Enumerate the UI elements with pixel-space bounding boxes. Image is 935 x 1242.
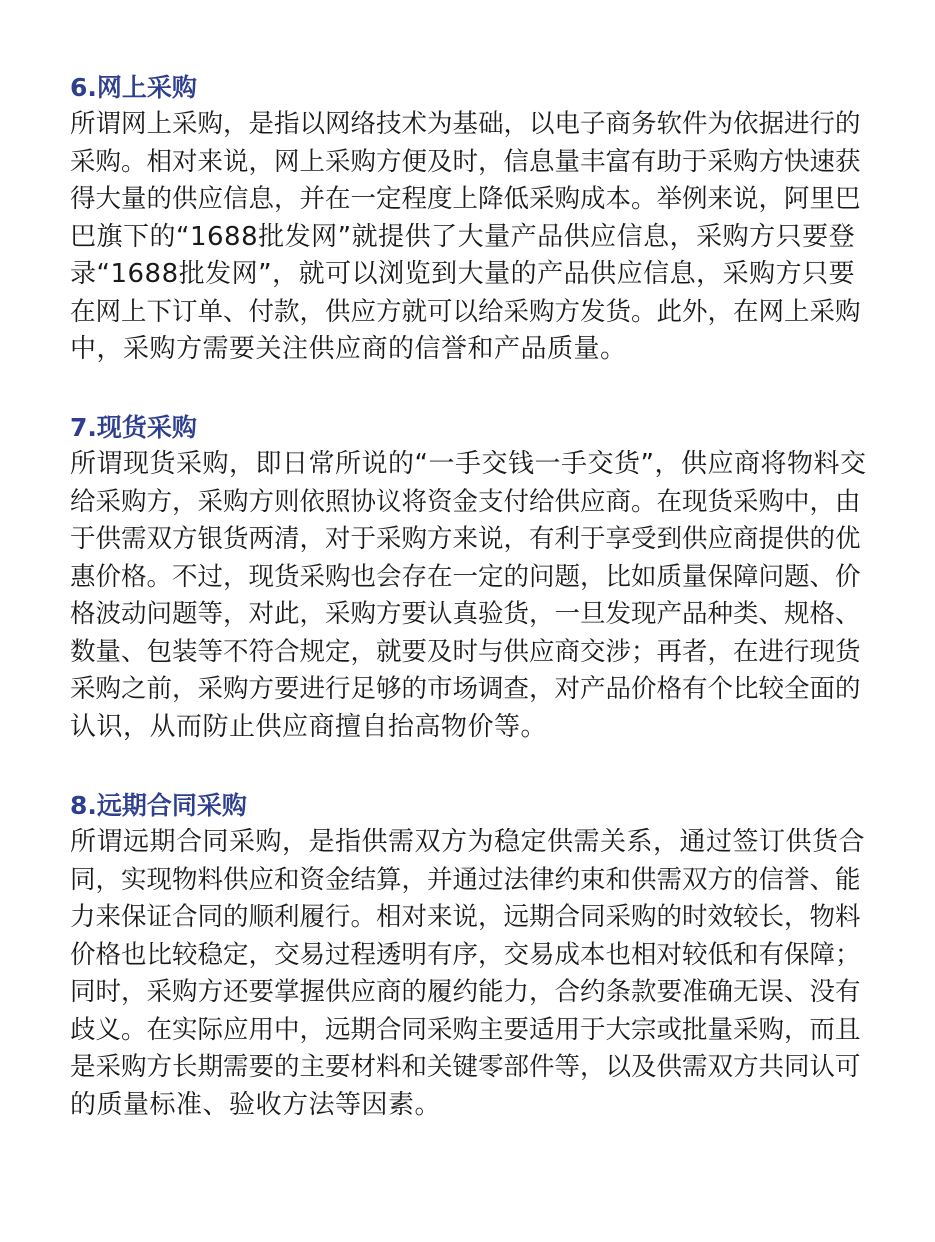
paragraph-line: 是采购方长期需要的主要材料和关键零部件等，以及供需双方共同认可	[70, 1052, 861, 1082]
paragraph-line: 力来保证合同的顺利履行。相对来说，远期合同采购的时效较长，物料	[70, 902, 861, 932]
section-forward-contract-procurement	[70, 788, 885, 1124]
paragraph-line: 同时，采购方还要掌握供应商的履约能力，合约条款要准确无误、没有	[70, 977, 861, 1007]
paragraph-line: 录“1688批发网”，就可以浏览到大量的产品供应信息，采购方只要	[70, 259, 856, 289]
paragraph-line: 巴旗下的“1688批发网”就提供了大量产品供应信息，采购方只要登	[70, 221, 856, 252]
section-spot-procurement	[70, 410, 885, 746]
paragraph-line: 所谓远期合同采购，是指供需双方为稳定供需关系，通过签订供货合	[70, 827, 866, 857]
paragraph-line: 采购之前，采购方要进行足够的市场调查，对产品价格有个比较全面的	[70, 674, 861, 704]
section-online-procurement	[70, 70, 885, 369]
paragraph-line: 在网上下订单、付款，供应方就可以给采购方发货。此外，在网上采购	[70, 296, 861, 327]
paragraph-line: 给采购方，采购方则依照协议将资金支付给供应商。在现货采购中，由	[70, 486, 861, 517]
section-heading: 8.远期合同采购	[70, 791, 247, 820]
paragraph-line: 采购。相对来说，网上采购方便及时，信息量丰富有助于采购方快速获	[70, 146, 861, 177]
paragraph-line: 价格也比较稳定，交易过程透明有序，交易成本也相对较低和有保障；	[70, 939, 861, 970]
section-body	[70, 106, 885, 369]
paragraph-line: 得大量的供应信息，并在一定程度上降低采购成本。举例来说，阿里巴	[70, 184, 861, 214]
paragraph-line: 格波动问题等，对此，采购方要认真验货，一旦发现产品种类、规格、	[70, 599, 861, 629]
paragraph-line: 歧义。在实际应用中，远期合同采购主要适用于大宗或批量采购，而且	[70, 1014, 861, 1045]
paragraph-line: 所谓现货采购，即日常所说的“一手交钱一手交货”，供应商将物料交	[70, 449, 867, 479]
section-heading: 7.现货采购	[70, 413, 197, 442]
paragraph-line: 所谓网上采购，是指以网络技术为基础，以电子商务软件为依据进行的	[70, 109, 861, 139]
section-body	[70, 446, 885, 746]
section-body	[70, 824, 885, 1124]
paragraph-line: 惠价格。不过，现货采购也会存在一定的问题，比如质量保障问题、价	[70, 561, 861, 592]
paragraph-line: 于供需双方银货两清，对于采购方来说，有利于享受到供应商提供的优	[70, 524, 861, 554]
section-heading: 6.网上采购	[70, 73, 197, 102]
paragraph-line: 认识，从而防止供应商擅自抬高物价等。	[70, 711, 548, 742]
paragraph-line: 的质量标准、验收方法等因素。	[70, 1089, 442, 1120]
paragraph-line: 同，实现物料供应和资金结算，并通过法律约束和供需双方的信誉、能	[70, 864, 861, 895]
paragraph-line: 数量、包装等不符合规定，就要及时与供应商交涉；再者，在进行现货	[70, 636, 861, 667]
paragraph-line: 中，采购方需要关注供应商的信誉和产品质量。	[70, 334, 627, 364]
